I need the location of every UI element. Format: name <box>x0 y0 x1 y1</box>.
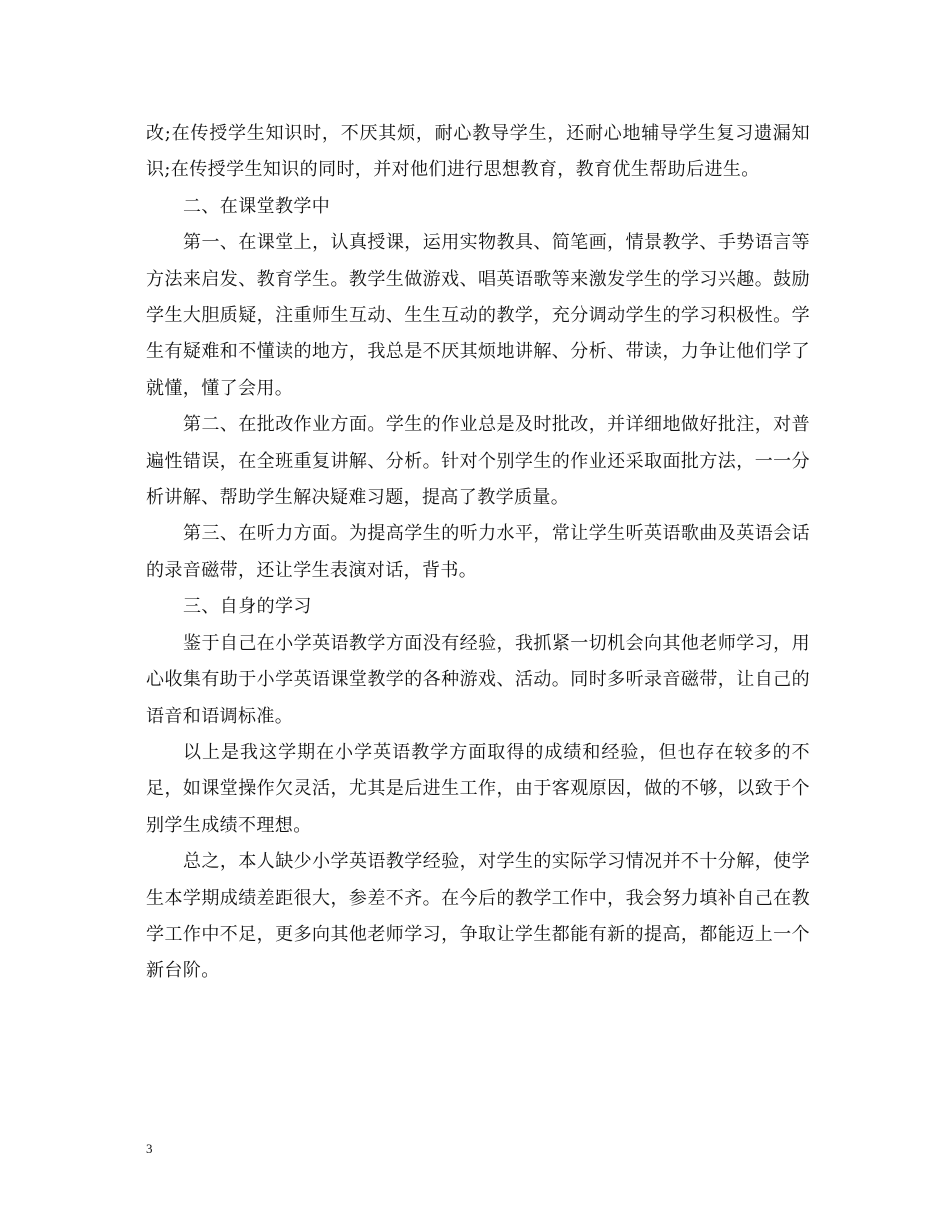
paragraph-continued: 改;在传授学生知识时，不厌其烦，耐心教导学生，还耐心地辅导学生复习遗漏知识;在传授学生知识的同时，并对他们进行思想教育，教育优生帮助后进生。 <box>146 123 810 181</box>
paragraph-shortcomings: 以上是我这学期在小学英语教学方面取得的成绩和经验，但也存在较多的不足，如课堂操作欠灵活，尤其是后进生工作，由于客观原因，做的不够，以致于个别学生成绩不理想。 <box>146 741 810 836</box>
document-body <box>146 116 810 990</box>
section-heading-self-study: 三、自身的学习 <box>183 596 312 618</box>
section-heading-classroom-teaching: 二、在课堂教学中 <box>183 195 331 217</box>
paragraph-conclusion: 总之，本人缺少小学英语教学经验，对学生的实际学习情况并不十分解，使学生本学期成绩差距很大，参差不齐。在今后的教学工作中，我会努力填补自己在教学工作中不足，更多向其他老师学习，争取让学生都能有新的提高，都能迈上一个新台阶。 <box>146 851 810 982</box>
paragraph-first-in-class: 第一、在课堂上，认真授课，运用实物教具、简笔画，情景教学、手势语言等方法来启发、教育学生。教学生做游戏、唱英语歌等来激发学生的学习兴趣。鼓励学生大胆质疑，注重师生互动、生生互动的教学，充分调动学生的学习积极性。学生有疑难和不懂读的地方，我总是不厌其烦地讲解、分析、带读，力争让他们学了就懂，懂了会用。 <box>146 232 810 399</box>
paragraph-third-listening: 第三、在听力方面。为提高学生的听力水平，常让学生听英语歌曲及英语会话的录音磁带，还让学生表演对话，背书。 <box>146 523 810 581</box>
paragraph-second-homework: 第二、在批改作业方面。学生的作业总是及时批改，并详细地做好批注，对普遍性错误，在全班重复讲解、分析。针对个别学生的作业还采取面批方法，一一分析讲解、帮助学生解决疑难习题，提高了教学质量。 <box>146 414 810 509</box>
paragraph-self-study: 鉴于自己在小学英语教学方面没有经验，我抓紧一切机会向其他老师学习，用心收集有助于小学英语课堂教学的各种游戏、活动。同时多听录音磁带，让自己的语音和语调标准。 <box>146 632 810 727</box>
page-number: 3 <box>146 1141 153 1156</box>
